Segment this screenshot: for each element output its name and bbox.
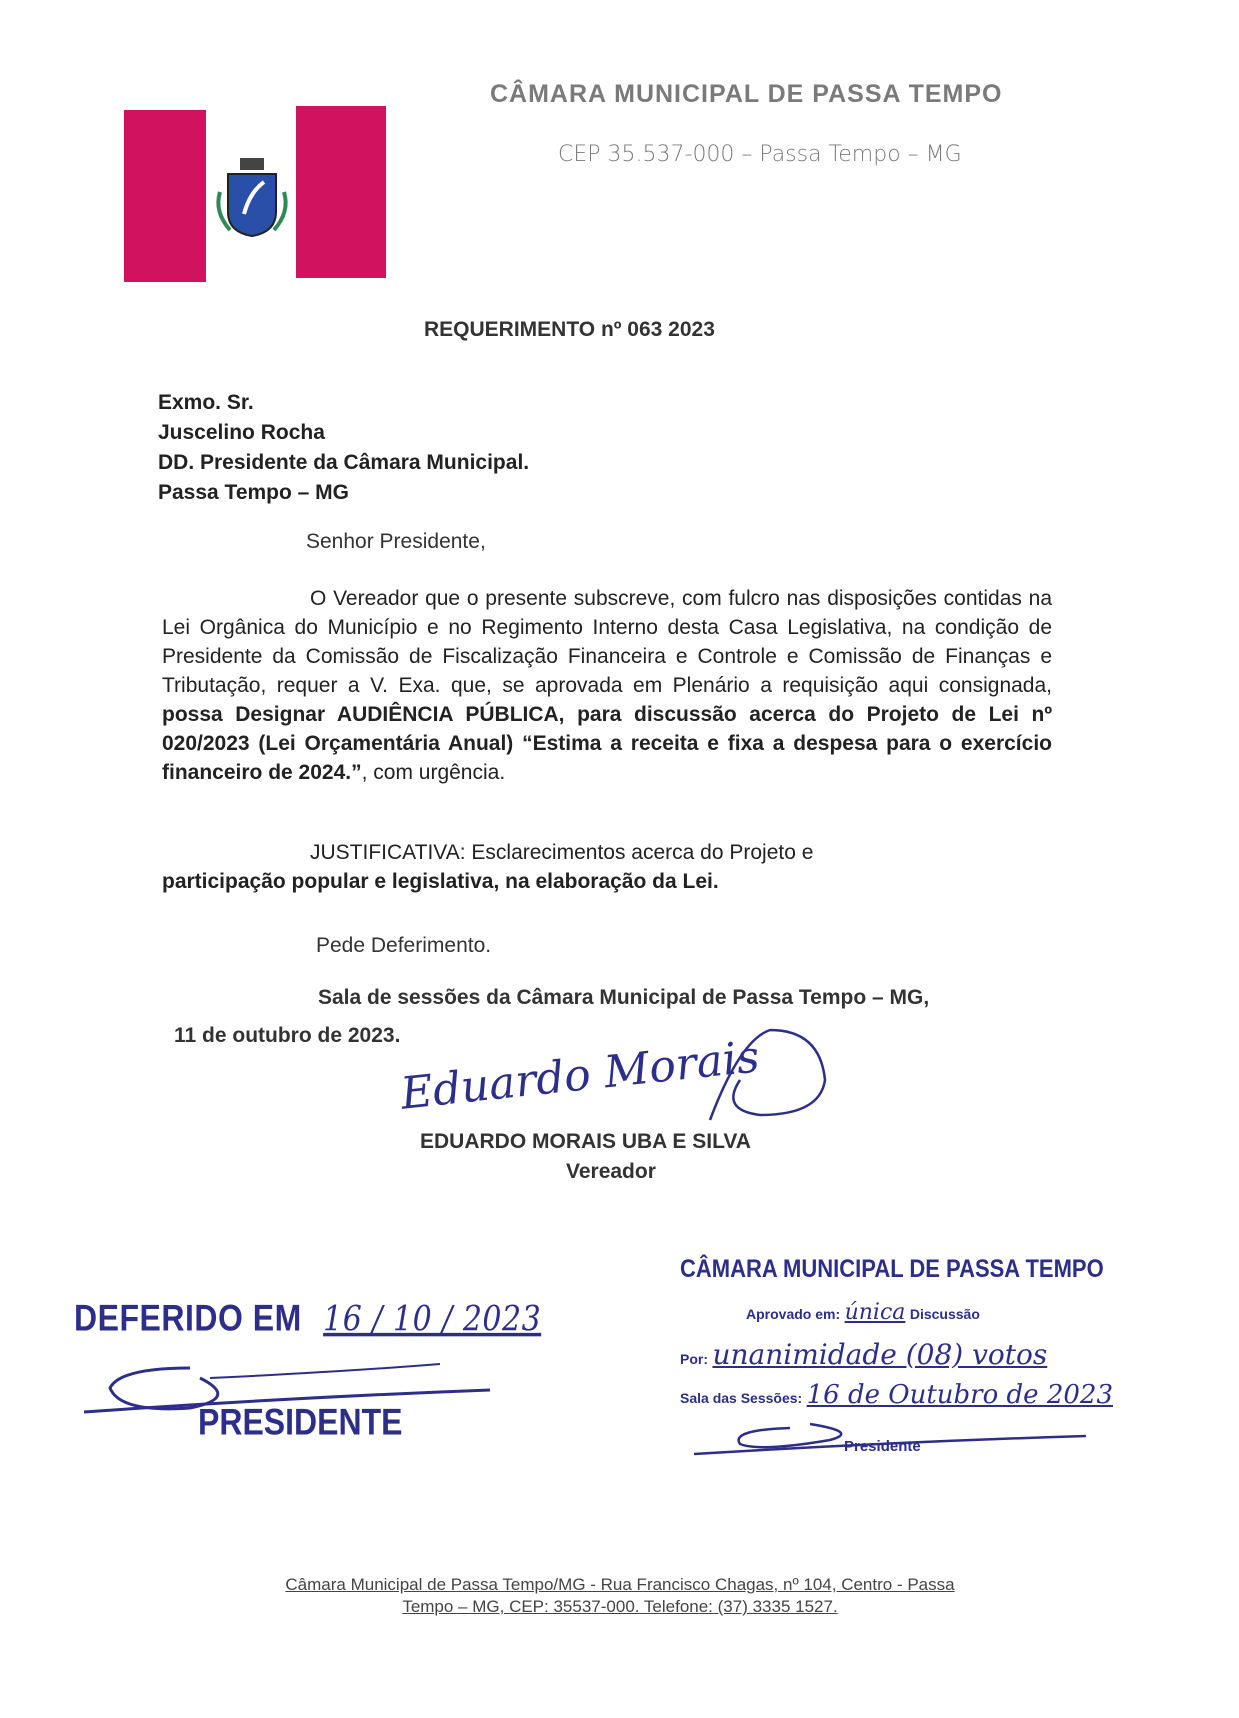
por-line xyxy=(680,1338,1047,1371)
address-line: Exmo. Sr. xyxy=(158,391,254,414)
address-line: Juscelino Rocha xyxy=(158,421,325,444)
por-label: Por: xyxy=(680,1351,708,1367)
camara-stamp-title: CÂMARA MUNICIPAL DE PASSA TEMPO xyxy=(680,1254,1104,1283)
deferido-label: DEFERIDO EM xyxy=(74,1297,302,1339)
coat-of-arms-icon xyxy=(210,152,294,240)
header-title: CÂMARA MUNICIPAL DE PASSA TEMPO xyxy=(490,80,1003,108)
justificativa-text: participação popular e legislativa, na elaboração da Lei. xyxy=(162,870,719,893)
handwritten-signature: Eduardo Morais xyxy=(398,1031,762,1120)
flag-stripe-left xyxy=(124,110,206,282)
footer-address xyxy=(200,1574,1040,1618)
signature-flourish-icon xyxy=(700,1020,840,1130)
discussao-label: Discussão xyxy=(909,1306,980,1322)
address-line: DD. Presidente da Câmara Municipal. xyxy=(158,451,530,474)
flag-stripe-right xyxy=(296,106,386,278)
aprovado-value: única xyxy=(844,1300,906,1325)
sala-label: Sala das Sessões: xyxy=(680,1390,803,1406)
body-text-end: , com urgência. xyxy=(361,761,506,784)
deferido-date: 16 / 10 / 2023 xyxy=(323,1299,542,1340)
document-number: REQUERIMENTO nº 063 2023 xyxy=(424,318,715,341)
header-cep: CEP 35.537-000 – Passa Tempo – MG xyxy=(558,142,962,167)
signer-role: Vereador xyxy=(566,1160,656,1183)
document-date: 11 de outubro de 2023. xyxy=(174,1024,401,1047)
body-text: O Vereador que o presente subscreve, com fulcro nas disposições contidas na Lei Orgânica do Município e no Regimento Interno desta Casa Legislativa, na condição de Presidente da Comissão de Fiscalização Financeira e Controle e Comissão de Finanças e Tributação, requer a V. Exa. que, se aprovada em Plenário a requisição aqui consignada, xyxy=(162,587,1052,697)
footer-line: Câmara Municipal de Passa Tempo/MG - Rua Francisco Chagas, nº 104, Centro - Passa xyxy=(285,1575,955,1594)
deferido-stamp xyxy=(74,1297,541,1340)
body-bold-text: possa Designar AUDIÊNCIA PÚBLICA, para discussão acerca do Projeto de Lei nº 020/2023 (Lei Orçamentária Anual) “Estima a receita e fixa a despesa para o exercício financeiro de 2024.” xyxy=(162,703,1052,784)
aprovado-label: Aprovado em: xyxy=(746,1306,841,1322)
body-paragraph xyxy=(162,584,1052,787)
address-line: Passa Tempo – MG xyxy=(158,481,350,504)
justificativa-paragraph xyxy=(162,838,1052,896)
sala-value: 16 de Outubro de 2023 xyxy=(806,1380,1113,1410)
sala-sessoes: Sala de sessões da Câmara Municipal de Passa Tempo – MG, xyxy=(318,986,930,1009)
justificativa-label: JUSTIFICATIVA: Esclarecimentos acerca do Projeto e xyxy=(310,841,814,864)
presidente-label-right: Presidente xyxy=(844,1438,921,1455)
sala-line xyxy=(680,1380,1113,1410)
presidente-stamp-label: PRESIDENTE xyxy=(198,1401,403,1443)
por-value: unanimidade (08) votos xyxy=(712,1338,1048,1371)
pede-deferimento: Pede Deferimento. xyxy=(316,934,492,957)
aprovado-line xyxy=(746,1300,980,1325)
salutation: Senhor Presidente, xyxy=(306,530,486,553)
footer-line: Tempo – MG, CEP: 35537-000. Telefone: (37) 3335 1527. xyxy=(402,1597,838,1616)
signer-name: EDUARDO MORAIS UBA E SILVA xyxy=(420,1130,751,1153)
